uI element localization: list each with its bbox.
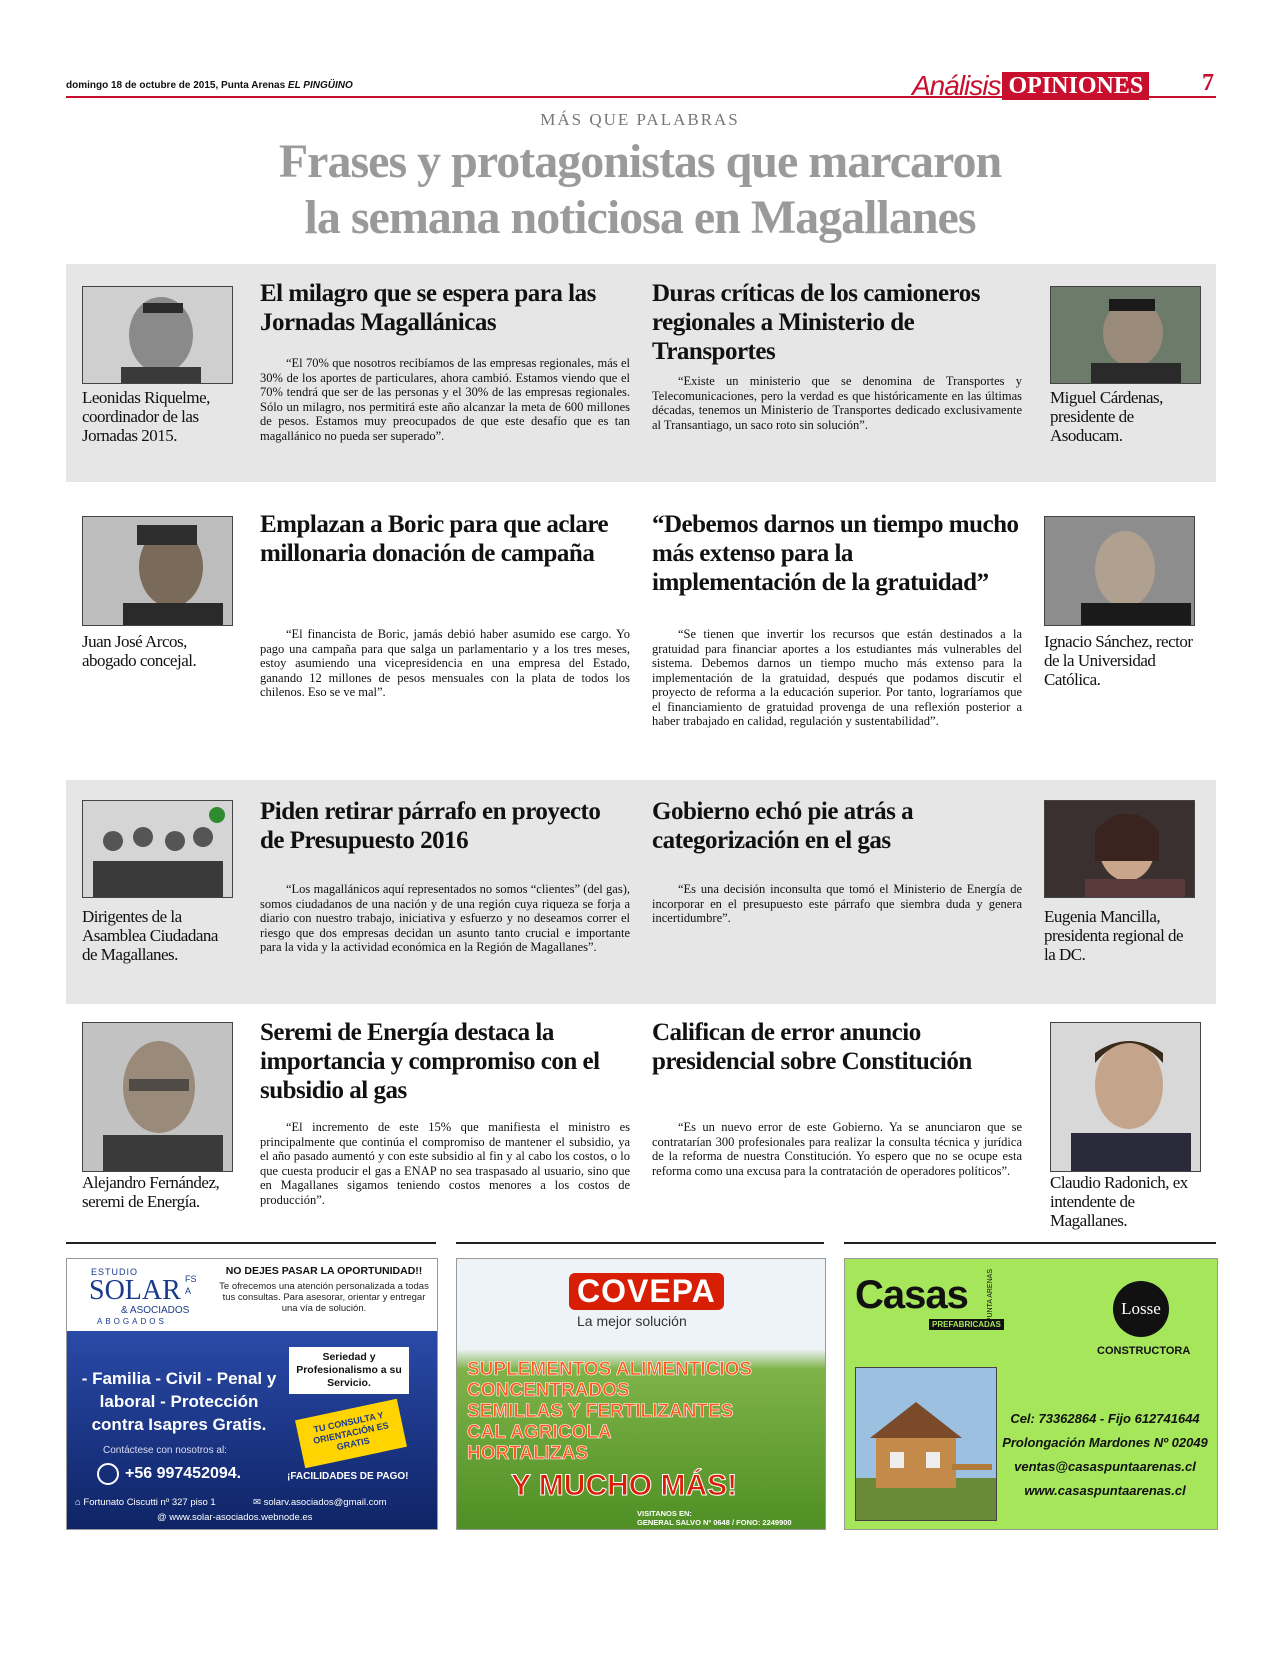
- page-number: 7: [1202, 70, 1214, 96]
- photo-leonidas-riquelme: [82, 286, 233, 384]
- kicker: MÁS QUE PALABRAS: [540, 110, 740, 129]
- solar-serious: Seriedad y Profesionalismo a su Servicio.: [289, 1347, 409, 1394]
- photo-miguel-cardenas: [1050, 286, 1201, 384]
- quote-story-4: “Se tienen que invertir los recursos que están destinados a la gratuidad para financiar aportes a los estudiantes más vulnerables del sistema. Debemos darnos un tiempo mucho más extenso para la implementación de la gratuidad, después que podamos discutir el proyecto de reforma a la educación superior. Por tanto, lograríamos que el financiamiento de gratuidad provenga de una reflexión posterior a haber trabajado en calidad, regulación y sustentabilidad”.: [652, 627, 1022, 728]
- losse-sub: CONSTRUCTORA: [1097, 1345, 1191, 1357]
- covepa-visit: GENERAL SALVO Nº 0648 / FONO: 2249900: [637, 1518, 792, 1527]
- solar-address-row: [75, 1497, 216, 1508]
- casas-address: Prolongación Mardones Nº 02049: [1002, 1435, 1208, 1450]
- ad-rule-3: [844, 1242, 1216, 1244]
- solar-phone-row: [97, 1463, 241, 1485]
- solar-brand-tag: ABOGADOS: [97, 1317, 167, 1326]
- solar-brand-sub: & ASOCIADOS: [121, 1305, 190, 1316]
- section-analisis: Análisis: [912, 70, 1001, 101]
- caption-story-8: Claudio Radonich, ex intendente de Magallanes.: [1050, 1173, 1188, 1230]
- whatsapp-icon: [97, 1463, 119, 1485]
- solar-services: - Familia - Civil - Penal y laboral - Protección contra Isapres Gratis.: [81, 1369, 277, 1434]
- photo-ignacio-sanchez: [1044, 516, 1195, 626]
- photo-asamblea-ciudadana: [82, 800, 233, 898]
- casas-brand: Casas: [855, 1273, 968, 1317]
- casas-phones: Cel: 73362864 - Fijo 612741644: [1010, 1411, 1200, 1426]
- title-story-2: Duras críticas de los camioneros regionales a Ministerio de Transportes: [652, 280, 980, 365]
- headline-line-2: la semana noticiosa en Magallanes: [304, 191, 976, 244]
- title-story-3: Emplazan a Boric para que aclare millonaria donación de campaña: [260, 511, 609, 567]
- solar-email: solarv.asociados@gmail.com: [263, 1497, 387, 1508]
- ad-casas-prefabricadas: [844, 1258, 1218, 1530]
- title-story-8: Califican de error anuncio presidencial sobre Constitución: [652, 1019, 972, 1075]
- caption-story-7: Alejandro Fernández, seremi de Energía.: [82, 1173, 220, 1211]
- caption-story-1: Leonidas Riquelme, coordinador de las Jornadas 2015.: [82, 388, 210, 445]
- quote-story-1: “El 70% que nosotros recibíamos de las empresas regionales, más el 30% de los aportes de particulares, ahora cambió. Estamos viendo que el 70% tendrá que ser de las personas y el 30% de las empresas regionales. Sólo un milagro, nos permitirá este año alcanzar la meta de 600 millones de pesos. Estamos muy preocupados de que este desafío que es tan magallánico no pueda ser superado”.: [260, 356, 630, 443]
- ad-solar-asociados: [66, 1258, 438, 1530]
- caption-story-5: Dirigentes de la Asamblea Ciudadana de Magallanes.: [82, 907, 218, 964]
- losse-logo: Losse: [1113, 1281, 1169, 1337]
- title-story-1: El milagro que se espera para las Jornadas Magallánicas: [260, 280, 596, 336]
- covepa-item: CAL AGRICOLA: [467, 1422, 612, 1443]
- casas-contact: [995, 1407, 1215, 1503]
- section-label: [912, 72, 1149, 100]
- solar-brand: SOLAR: [89, 1275, 181, 1306]
- casas-brand-side: PUNTA ARENAS: [987, 1269, 994, 1323]
- quote-story-8: “Es un nuevo error de este Gobierno. Ya se anunciaron que se contratarían 300 profesionales para realizar la consulta técnica y jurídica de la reforma de nuestra Constitución. Yo espero que no se ocupe esta reforma como una excusa para la contratación de operadores políticos”.: [652, 1120, 1022, 1178]
- mail-icon: ✉: [253, 1497, 264, 1508]
- quote-story-5: “Los magallánicos aquí representados no somos “clientes” (del gas), somos ciudadanos de una nación y de una región cuya riqueza se forja a diario con nuestro trabajo, iniciativa y esfuerzo y no deseamos correr el riesgo que dos empresas decidan un asunto tanto crucial e importante para la vida y la actividad económica en la Región de Magallanes”.: [260, 882, 630, 954]
- solar-address: Fortunato Ciscutti nº 327 piso 1: [83, 1497, 216, 1508]
- caption-story-2: Miguel Cárdenas, presidente de Asoducam.: [1050, 388, 1163, 445]
- ad-covepa: [456, 1258, 826, 1530]
- casas-brand-sub: PREFABRICADAS: [929, 1319, 1004, 1330]
- caption-story-3: Juan José Arcos, abogado concejal.: [82, 632, 197, 670]
- covepa-item: CONCENTRADOS: [467, 1380, 630, 1401]
- home-icon: ⌂: [75, 1497, 84, 1508]
- covepa-item: SEMILLAS Y FERTILIZANTES: [467, 1401, 734, 1422]
- page-headline: [0, 134, 1280, 246]
- web-icon: @: [157, 1512, 170, 1523]
- covepa-items: [467, 1359, 817, 1464]
- title-story-5: Piden retirar párrafo en proyecto de Presupuesto 2016: [260, 798, 601, 854]
- solar-brand-top: ESTUDIO: [91, 1267, 139, 1277]
- story-band-1: [66, 264, 1216, 482]
- ad-rule-1: [66, 1242, 436, 1244]
- solar-email-row: [253, 1497, 387, 1508]
- photo-alejandro-fernandez: [82, 1022, 233, 1172]
- house-photo: [855, 1367, 997, 1521]
- solar-intro: Te ofrecemos una atención personalizada a todas tus consultas. Para asesorar, orientar y entregar una vía de solución.: [219, 1281, 429, 1314]
- casas-email: ventas@casaspuntaarenas.cl: [1014, 1459, 1196, 1474]
- caption-story-6: Eugenia Mancilla, presidenta regional de la DC.: [1044, 907, 1184, 964]
- headline-line-1: Frases y protagonistas que marcaron: [278, 135, 1002, 188]
- section-opiniones: OPINIONES: [1002, 72, 1149, 100]
- title-story-6: Gobierno echó pie atrás a categorización en el gas: [652, 798, 914, 854]
- covepa-slogan: La mejor solución: [577, 1313, 687, 1329]
- solar-contact-label: Contáctese con nosotros al:: [103, 1445, 227, 1456]
- edition-date: domingo 18 de octubre de 2015, Punta Arenas EL PINGÜINO: [66, 80, 353, 91]
- solar-side-letters: FSA: [185, 1274, 197, 1296]
- photo-eugenia-mancilla: [1044, 800, 1195, 898]
- solar-headline: NO DEJES PASAR LA OPORTUNIDAD!!: [225, 1265, 423, 1277]
- solar-badge: TU CONSULTA Y ORIENTACIÓN ES GRATIS: [295, 1399, 407, 1469]
- title-story-4: “Debemos darnos un tiempo mucho más extenso para la implementación de la gratuidad”: [652, 511, 1019, 596]
- quote-story-7: “El incremento de este 15% que manifiesta el ministro es principalmente que continúa el compromiso de mantener el subsidio, ya el año pasado aumentó y con este subsidio al fin y al cabo los costos, o lo que cuesta producir el gas a ENAP no sea traspasado al usuario, sino que en Magallanes sigamos teniendo costos menores a los costos de producción”.: [260, 1120, 630, 1207]
- solar-phone: +56 997452094.: [125, 1465, 242, 1482]
- quote-story-6: “Es una decisión inconsulta que tomó el Ministerio de Energía de incorporar en el presupuesto este párrafo que siembra duda y genera incertidumbre”.: [652, 882, 1022, 925]
- quote-story-3: “El financista de Boric, jamás debió haber asumido ese cargo. Yo pago una campaña para que salga un parlamentario y a los tres meses, estoy asumiendo una vicepresidencia en una empresa del Estado, ganando 12 millones de pesos mensuales con la plata de todos los chilenos. Eso se ve mal”.: [260, 627, 630, 699]
- casas-web: www.casaspuntaarenas.cl: [1024, 1483, 1186, 1498]
- solar-web: www.solar-asociados.webnode.es: [169, 1512, 313, 1523]
- ad-rule-2: [456, 1242, 824, 1244]
- covepa-visit-label: VISITANOS EN:: [637, 1509, 692, 1518]
- covepa-brand: COVEPA: [569, 1273, 724, 1310]
- covepa-item: HORTALIZAS: [467, 1443, 589, 1464]
- solar-facilities: ¡FACILIDADES DE PAGO!: [287, 1471, 409, 1482]
- title-story-7: Seremi de Energía destaca la importancia y compromiso con el subsidio al gas: [260, 1019, 600, 1104]
- photo-claudio-radonich: [1050, 1022, 1201, 1172]
- quote-story-2: “Existe un ministerio que se denomina de Transportes y Telecomunicaciones, pero la verdad es que históricamente en las últimas décadas, tenemos un Ministerio de Transportes dedicado exclusivamente al Transantiago, un saco roto sin solución”.: [652, 374, 1022, 432]
- photo-juan-jose-arcos: [82, 516, 233, 626]
- covepa-item: SUPLEMENTOS ALIMENTICIOS: [467, 1359, 753, 1380]
- covepa-more: Y MUCHO MÁS!: [511, 1469, 738, 1502]
- caption-story-4: Ignacio Sánchez, rector de la Universidad Católica.: [1044, 632, 1193, 689]
- solar-web-row: [157, 1512, 312, 1523]
